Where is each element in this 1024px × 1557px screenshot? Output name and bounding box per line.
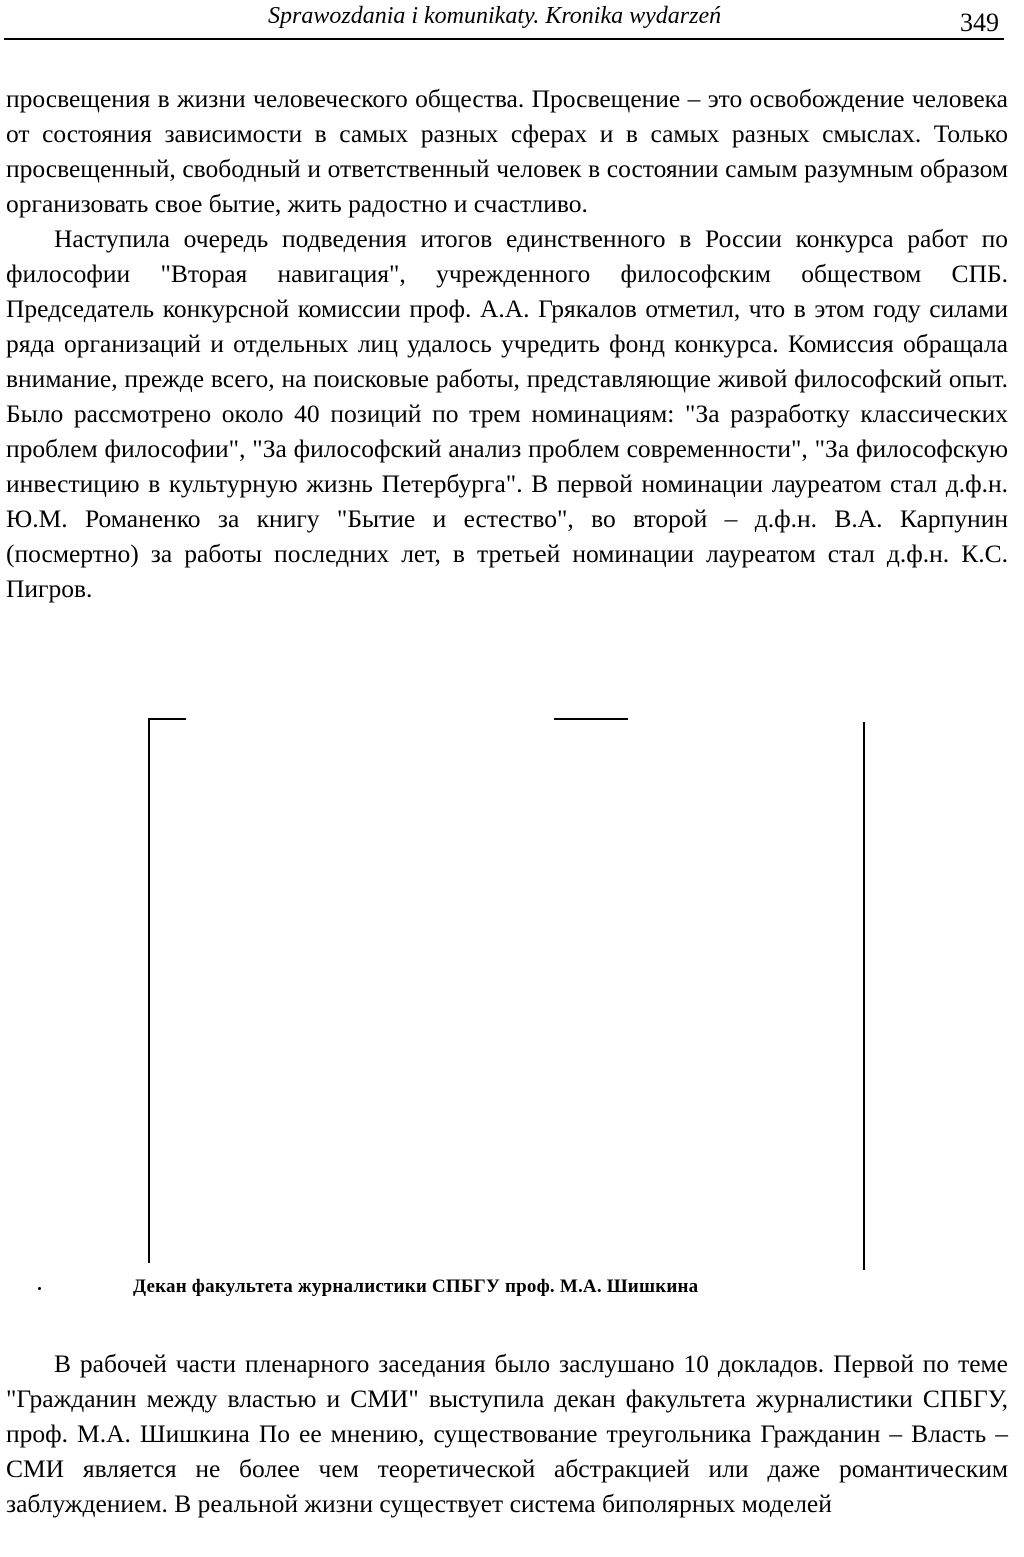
paragraph-plenary: В рабочей части пленарного заседания было заслушано 10 докладов. Первой по теме "Гражданин между властью и СМИ" выступила декан факультета журналистики СПБГУ, проф. М.А. Шишкина По ее мнению, существование треугольника Гражданин – Власть – СМИ является не более чем теоретической абстракцией или даже романтическим заблуждением. В реальной жизни существует система биполярных моделей xyxy=(6,1349,1008,1518)
body-text-top xyxy=(6,81,1008,606)
page-header xyxy=(0,0,1024,40)
header-rule xyxy=(4,38,1004,40)
frame-left-edge xyxy=(148,718,150,1263)
figure-caption: Декан факультета журналистики СПБГУ проф. М.А. Шишкина xyxy=(133,1276,699,1297)
paragraph-contest-results: Наступила очередь подведения итогов единственного в России конкурса работ по философии "Вторая навигация", учрежденного философским обществом СПБ. Председатель конкурсной комиссии проф. А.А. Грякалов отметил, что в этом году силами ряда организаций и отдельных лиц удалось учредить фонд конкурса. Комиссия обращала внимание, прежде всего, на поисковые работы, представляющие живой философский опыт. Было рассмотрено около 40 позиций по трем номинациям: "За разработку классических проблем философии", "За философский анализ проблем современности", "За философскую инвестицию в культурную жизнь Петербурга". В первой номинации лауреатом стал д.ф.н. Ю.М. Романенко за книгу "Бытие и естество", во второй – д.ф.н. В.А. Карпунин (посмертно) за работы последних лет, в третьей номинации лауреатом стал д.ф.н. К.С. Пигров. xyxy=(6,224,1008,603)
body-text-bottom xyxy=(6,1346,1008,1521)
caption-dot xyxy=(38,1287,41,1290)
frame-right-edge xyxy=(863,722,865,1270)
paragraph-continuation: просвещения в жизни человеческого общества. Просвещение – это освобождение человека от состояния зависимости в самых разных сферах и в самых разных смыслах. Только просвещенный, свободный и ответственный человек в состоянии самым разумным образом организовать свое бытие, жить радостно и счастливо. xyxy=(6,84,1008,218)
frame-top-left-edge xyxy=(148,718,186,720)
frame-top-middle-edge xyxy=(554,718,628,720)
photo-placeholder xyxy=(147,700,869,1270)
page-number: 349 xyxy=(960,8,999,37)
running-title: Sprawozdania i komunikaty. Kronika wydarzeń xyxy=(268,3,722,29)
